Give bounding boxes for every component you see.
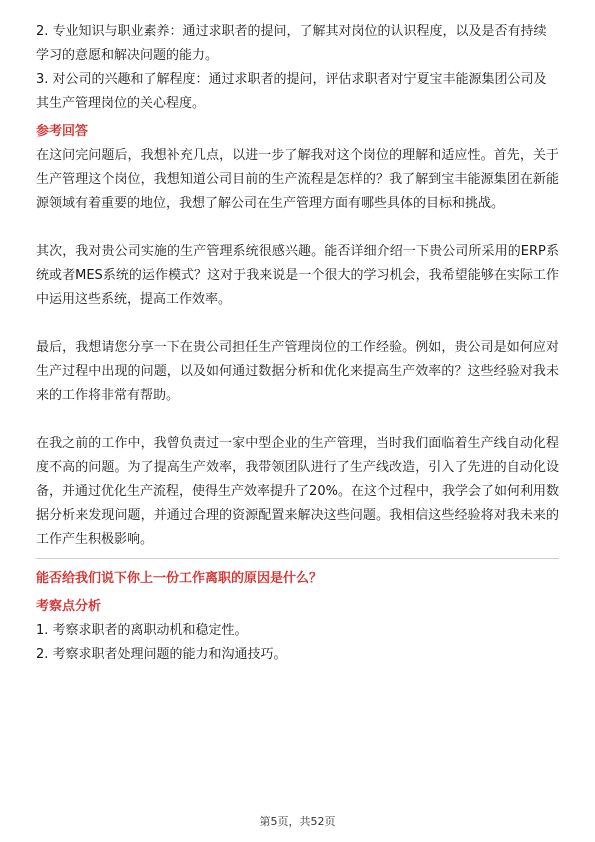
reference-answer-heading: 参考回答: [36, 124, 89, 139]
answer-paragraph: 其次，我对贵公司实施的生产管理系统很感兴趣。能否详细介绍一下贵公司所采用的ERP系统或者MES系统的运作模式？这对于我来说是一个很大的学习机会，我希望能够在实际工作中运用这些系统，提高工作效率。: [36, 244, 559, 307]
answer-paragraph: 在我之前的工作中，我曾负责过一家中型企业的生产管理，当时我们面临着生产线自动化程度不高的问题。为了提高生产效率，我带领团队进行了生产线改造，引入了先进的自动化设备，并通过优化生产流程，使得生产效率提升了20%。在这个过程中，我学会了如何利用数据分析来发现问题，并通过合理的资源配置来解决这些问题。我相信这些经验将对我未来的工作产生积极影响。: [36, 436, 559, 547]
analysis-heading: 考察点分析: [36, 599, 102, 614]
answer-paragraph: 最后，我想请您分享一下在贵公司担任生产管理岗位的工作经验。例如，贵公司是如何应对生产过程中出现的问题，以及如何通过数据分析和优化来提高生产效率的？这些经验对我未来的工作将非常有帮助。: [36, 340, 559, 403]
page-footer: 第5页，共52页: [259, 815, 336, 828]
section-divider: [36, 558, 559, 559]
answer-paragraph: 在这问完问题后，我想补充几点，以进一步了解我对这个岗位的理解和适应性。首先，关于生产管理这个岗位，我想知道公司目前的生产流程是怎样的？我了解到宝丰能源集团在新能源领域有着重要的地位，我想了解公司在生产管理方面有哪些具体的目标和挑战。: [36, 148, 559, 211]
list-item: 1. 考察求职者的离职动机和稳定性。: [36, 623, 248, 638]
list-item: 2. 专业知识与职业素养：通过求职者的提问，了解其对岗位的认识程度，以及是否有持续学习的意愿和解决问题的能力。: [36, 24, 547, 63]
interview-question: 能否给我们说下你上一份工作离职的原因是什么？: [36, 571, 323, 586]
page-content: [36, 20, 559, 667]
list-item: 3. 对公司的兴趣和了解程度：通过求职者的提问，评估求职者对宁夏宝丰能源集团公司及其生产管理岗位的关心程度。: [36, 72, 547, 111]
list-item: 2. 考察求职者处理问题的能力和沟通技巧。: [36, 647, 287, 662]
